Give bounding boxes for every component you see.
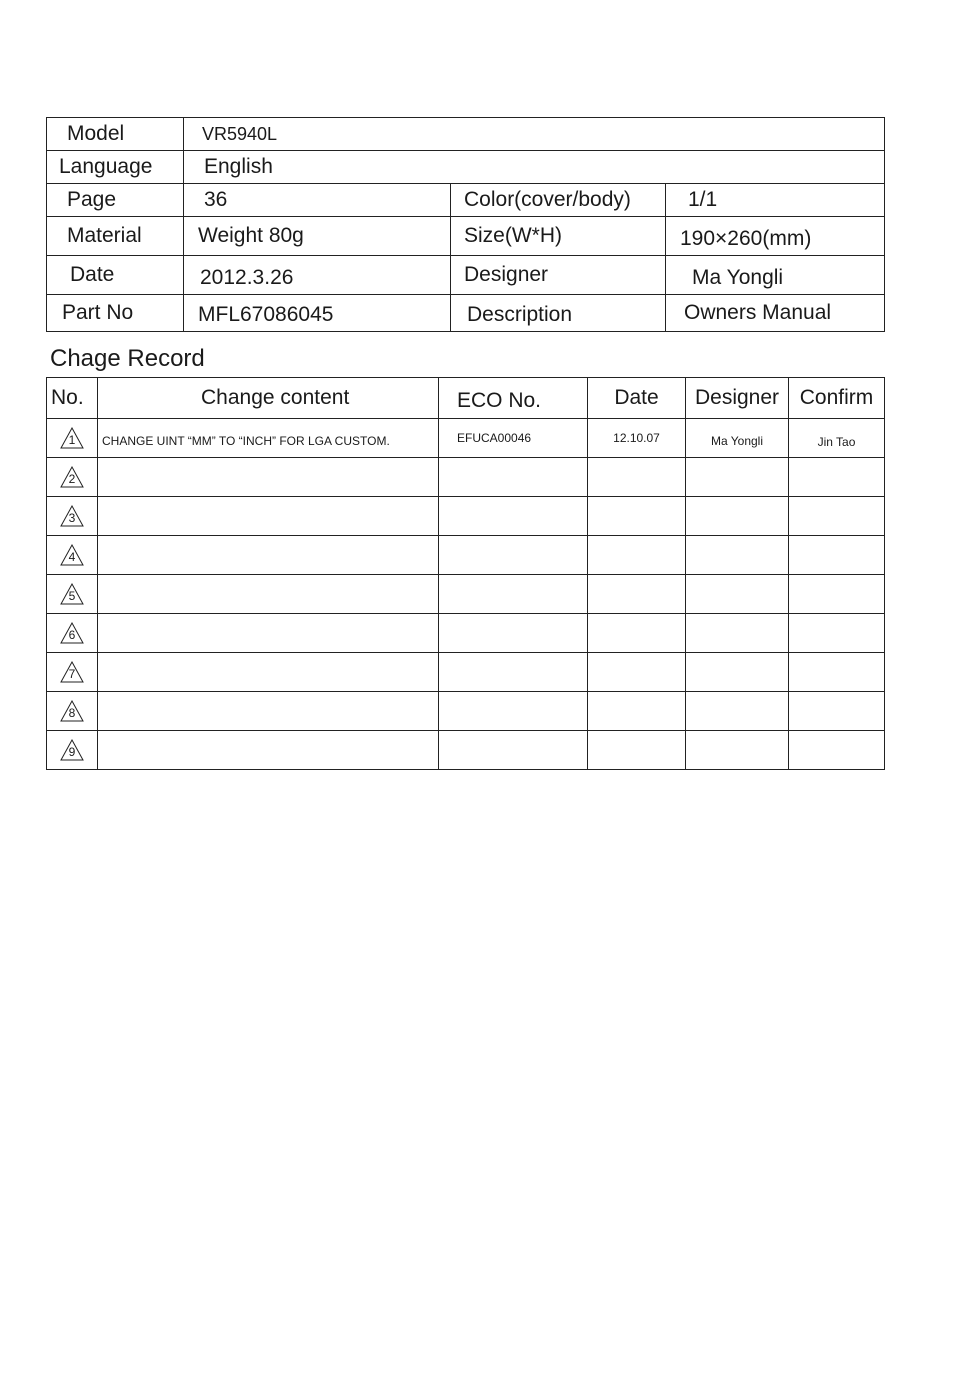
change-record-header — [47, 378, 885, 419]
table-row — [47, 614, 885, 653]
change-date — [588, 575, 686, 614]
change-content — [98, 731, 439, 770]
change-designer: Ma Yongli — [686, 419, 789, 458]
change-designer — [686, 497, 789, 536]
change-content — [98, 458, 439, 497]
revision-number-text: 6 — [68, 628, 76, 642]
header-no: No. — [47, 378, 98, 419]
color-label: Color(cover/body) — [451, 184, 666, 217]
revision-number-text: 3 — [68, 511, 76, 525]
change-confirm — [789, 575, 885, 614]
change-designer — [686, 653, 789, 692]
page-label: Page — [47, 184, 184, 217]
change-content — [98, 653, 439, 692]
revision-number — [47, 458, 98, 497]
header-confirm: Confirm — [789, 378, 885, 419]
revision-number — [47, 614, 98, 653]
revision-number — [47, 692, 98, 731]
revision-number — [47, 419, 98, 458]
revision-number — [47, 653, 98, 692]
change-date — [588, 614, 686, 653]
table-row — [47, 536, 885, 575]
revision-triangle-icon — [60, 700, 84, 722]
table-row — [47, 731, 885, 770]
date-label: Date — [47, 256, 184, 295]
revision-number — [47, 497, 98, 536]
change-date — [588, 653, 686, 692]
language-value: English — [184, 151, 885, 184]
eco-number — [439, 458, 588, 497]
table-row — [47, 497, 885, 536]
change-confirm — [789, 497, 885, 536]
revision-number-text: 7 — [68, 667, 76, 681]
revision-number-text: 5 — [68, 589, 76, 603]
eco-number — [439, 653, 588, 692]
model-value: VR5940L — [184, 118, 885, 151]
revision-triangle-icon — [60, 661, 84, 683]
change-record-body — [47, 419, 885, 770]
size-label: Size(W*H) — [451, 217, 666, 256]
material-value: Weight 80g — [184, 217, 451, 256]
table-row — [47, 458, 885, 497]
change-confirm — [789, 692, 885, 731]
partno-label: Part No — [47, 295, 184, 332]
header-date: Date — [588, 378, 686, 419]
change-content — [98, 536, 439, 575]
change-designer — [686, 458, 789, 497]
description-value: Owners Manual — [666, 295, 885, 332]
eco-number — [439, 536, 588, 575]
table-row — [47, 653, 885, 692]
eco-number — [439, 731, 588, 770]
change-date: 12.10.07 — [588, 419, 686, 458]
revision-number-text: 1 — [68, 433, 76, 447]
revision-triangle-icon — [60, 583, 84, 605]
change-designer — [686, 575, 789, 614]
revision-triangle-icon — [60, 505, 84, 527]
change-confirm: Jin Tao — [789, 419, 885, 458]
change-date — [588, 731, 686, 770]
revision-number — [47, 731, 98, 770]
header-change-content: Change content — [98, 378, 439, 419]
change-content — [98, 692, 439, 731]
change-confirm — [789, 653, 885, 692]
eco-number — [439, 692, 588, 731]
change-confirm — [789, 458, 885, 497]
change-designer — [686, 731, 789, 770]
revision-number-text: 8 — [68, 706, 76, 720]
size-value: 190×260(mm) — [666, 217, 885, 256]
revision-triangle-icon — [60, 466, 84, 488]
revision-triangle-icon — [60, 739, 84, 761]
change-date — [588, 692, 686, 731]
change-designer — [686, 614, 789, 653]
partno-value: MFL67086045 — [184, 295, 451, 332]
eco-number: EFUCA00046 — [439, 419, 588, 458]
spec-row-partno — [47, 295, 885, 332]
model-label: Model — [47, 118, 184, 151]
change-confirm — [789, 731, 885, 770]
description-label: Description — [451, 295, 666, 332]
change-record-title: Chage Record — [50, 345, 205, 372]
page-value: 36 — [184, 184, 451, 217]
header-eco-no: ECO No. — [439, 378, 588, 419]
revision-number — [47, 536, 98, 575]
revision-triangle-icon — [60, 544, 84, 566]
table-row — [47, 692, 885, 731]
change-content: CHANGE UINT “MM” TO “INCH” FOR LGA CUSTOM. — [98, 419, 439, 458]
change-confirm — [789, 614, 885, 653]
spec-row-page — [47, 184, 885, 217]
change-designer — [686, 692, 789, 731]
date-value: 2012.3.26 — [184, 256, 451, 295]
table-row — [47, 419, 885, 458]
designer-value: Ma Yongli — [666, 256, 885, 295]
spec-row-model — [47, 118, 885, 151]
revision-number-text: 2 — [68, 472, 76, 486]
eco-number — [439, 497, 588, 536]
change-date — [588, 497, 686, 536]
change-designer — [686, 536, 789, 575]
change-content — [98, 575, 439, 614]
revision-number — [47, 575, 98, 614]
revision-triangle-icon — [60, 622, 84, 644]
spec-table — [46, 117, 885, 332]
revision-number-text: 4 — [68, 550, 76, 564]
spec-row-material — [47, 217, 885, 256]
spec-row-date — [47, 256, 885, 295]
change-confirm — [789, 536, 885, 575]
change-content — [98, 614, 439, 653]
designer-label: Designer — [451, 256, 666, 295]
eco-number — [439, 614, 588, 653]
revision-triangle-icon — [60, 427, 84, 449]
spec-row-language — [47, 151, 885, 184]
color-value: 1/1 — [666, 184, 885, 217]
material-label: Material — [47, 217, 184, 256]
eco-number — [439, 575, 588, 614]
language-label: Language — [47, 151, 184, 184]
change-date — [588, 458, 686, 497]
table-row — [47, 575, 885, 614]
change-content — [98, 497, 439, 536]
revision-number-text: 9 — [68, 745, 76, 759]
header-designer: Designer — [686, 378, 789, 419]
change-date — [588, 536, 686, 575]
change-record-table — [46, 377, 885, 770]
